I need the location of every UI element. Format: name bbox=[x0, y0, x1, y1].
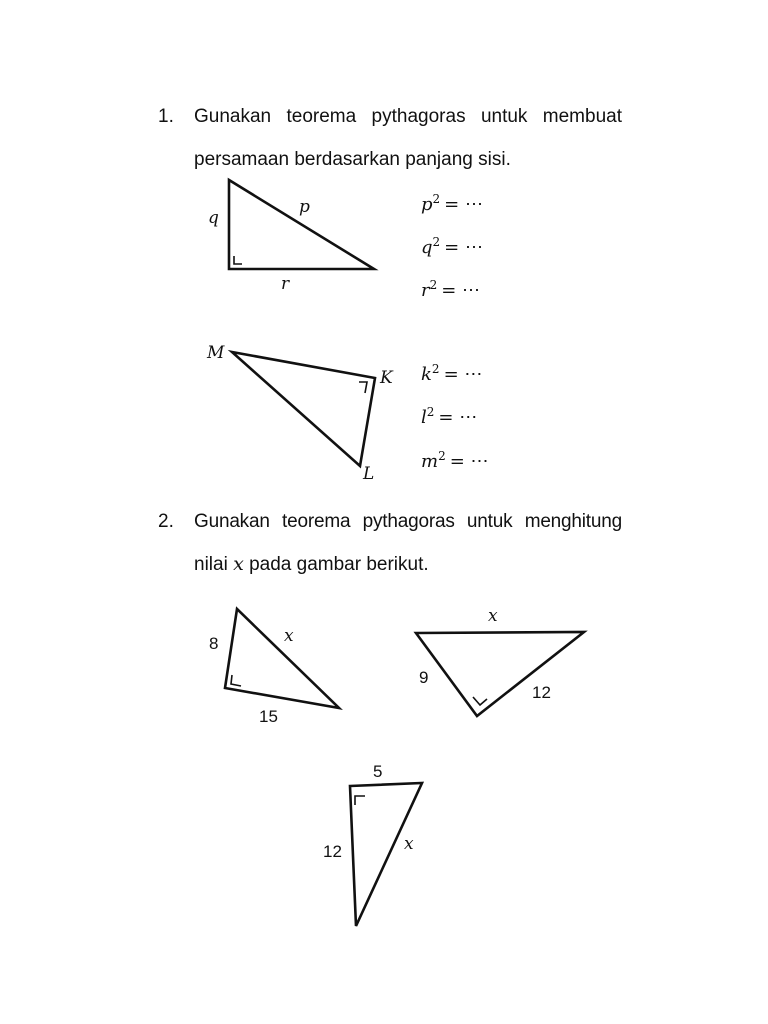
variable-x: x bbox=[233, 553, 244, 575]
label-12-c: 12 bbox=[323, 842, 342, 861]
label-8: 8 bbox=[209, 634, 219, 653]
equation-p-squared: $p^2$ = ⋯ bbox=[421, 192, 483, 215]
right-angle-marker bbox=[473, 697, 487, 705]
question-1-line-2: persamaan berdasarkan panjang sisi. bbox=[194, 149, 511, 170]
equation-q-squared: $q^2$ = ⋯ bbox=[421, 235, 483, 258]
question-1-number: 1. bbox=[158, 106, 174, 127]
triangle-9-12-x bbox=[416, 632, 584, 716]
equation-m-squared: $m^2$ = ⋯ bbox=[421, 449, 489, 472]
label-15: 15 bbox=[259, 707, 278, 726]
right-angle-marker bbox=[231, 675, 241, 686]
equation-k-squared: $k^2$ = ⋯ bbox=[421, 362, 483, 385]
label-r: r bbox=[281, 274, 290, 294]
right-angle-marker bbox=[355, 796, 365, 805]
question-1-text bbox=[194, 95, 622, 181]
question-1-line-1: Gunakan teorema pythagoras untuk membuat bbox=[194, 106, 622, 127]
label-5: 5 bbox=[373, 762, 383, 781]
question-2-number: 2. bbox=[158, 511, 174, 532]
question-2-line-1: Gunakan teorema pythagoras untuk menghitung bbox=[194, 511, 622, 532]
triangle-8-15-x bbox=[225, 609, 339, 708]
label-9: 9 bbox=[419, 668, 429, 687]
question-2-text bbox=[194, 500, 622, 586]
label-x-a: x bbox=[284, 626, 294, 646]
label-L: L bbox=[363, 464, 375, 484]
label-x-b: x bbox=[488, 606, 498, 626]
right-angle-marker bbox=[234, 256, 242, 264]
triangle-mkl bbox=[232, 352, 375, 466]
label-K: K bbox=[380, 368, 393, 388]
label-12-b: 12 bbox=[532, 683, 551, 702]
triangle-5-12-x bbox=[350, 783, 422, 926]
question-2-line-2: nilai x pada gambar berikut. bbox=[194, 553, 429, 575]
label-M: M bbox=[207, 343, 225, 363]
label-x-c: x bbox=[404, 834, 414, 854]
label-p: p bbox=[299, 197, 310, 217]
equation-l-squared: $l^2$ = ⋯ bbox=[421, 405, 478, 428]
right-angle-marker bbox=[359, 382, 367, 393]
triangle-pqr bbox=[229, 180, 374, 269]
label-q: q bbox=[208, 208, 219, 228]
equation-r-squared: $r^2$ = ⋯ bbox=[421, 278, 481, 301]
